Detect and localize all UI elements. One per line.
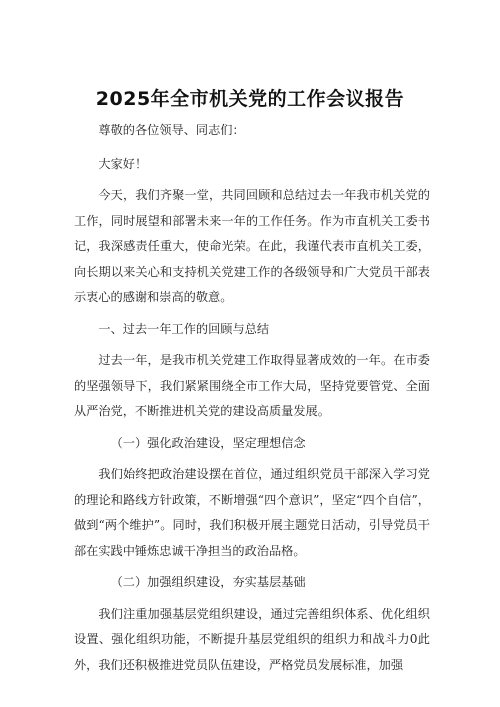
document-body — [74, 118, 430, 678]
salutation: 尊敬的各位领导、同志们： — [98, 123, 245, 137]
section-heading-review: 一、过去一年工作的回顾与总结 — [98, 321, 270, 336]
subsection-heading-organization: （二）加强组织建设，夯实基层基础 — [110, 575, 306, 589]
paragraph-organization: 我们注重加强基层党组织建设，通过完善组织体系、优化组织设置、强化组织功能，不断提升基层党组织的组织力和战斗力0此外，我们还积极推进党员队伍建设，严格党员发展标准，加强 — [74, 606, 430, 672]
document-title: 2025年全市机关党的工作会议报告 — [95, 88, 405, 110]
greeting: 大家好！ — [98, 156, 148, 171]
paragraph-political: 我们始终把政治建设摆在首位，通过组织党员干部深入学习党的理论和路线方针政策，不断增强“四个意识”，坚定“四个自信”，做到“两个维护”。同时，我们积极开展主题党日活动，引导党员干部在实践中锤炼忠诚干净担当的政治品格。 — [74, 467, 430, 558]
paragraph-review: 过去一年，是我市机关党建工作取得显著成效的一年。在市委的坚强领导下，我们紧紧围绕全市工作大局，坚持党要管党、全面从严治党，不断推进机关党的建设高质量发展。 — [74, 353, 430, 418]
paragraph-opening: 今天，我们齐聚一堂，共同回顾和总结过去一年我市机关党的工作，同时展望和部署未来一年的工作任务。作为市直机关工委书记，我深感责任重大，使命光荣。在此，我谨代表市直机关工委，向长期以来关心和支持机关党建工作的各级领导和广大党员干部表示衷心的感谢和崇高的敬意。 — [74, 188, 430, 304]
subsection-heading-political: （一）强化政治建设，坚定理想信念 — [110, 435, 306, 450]
